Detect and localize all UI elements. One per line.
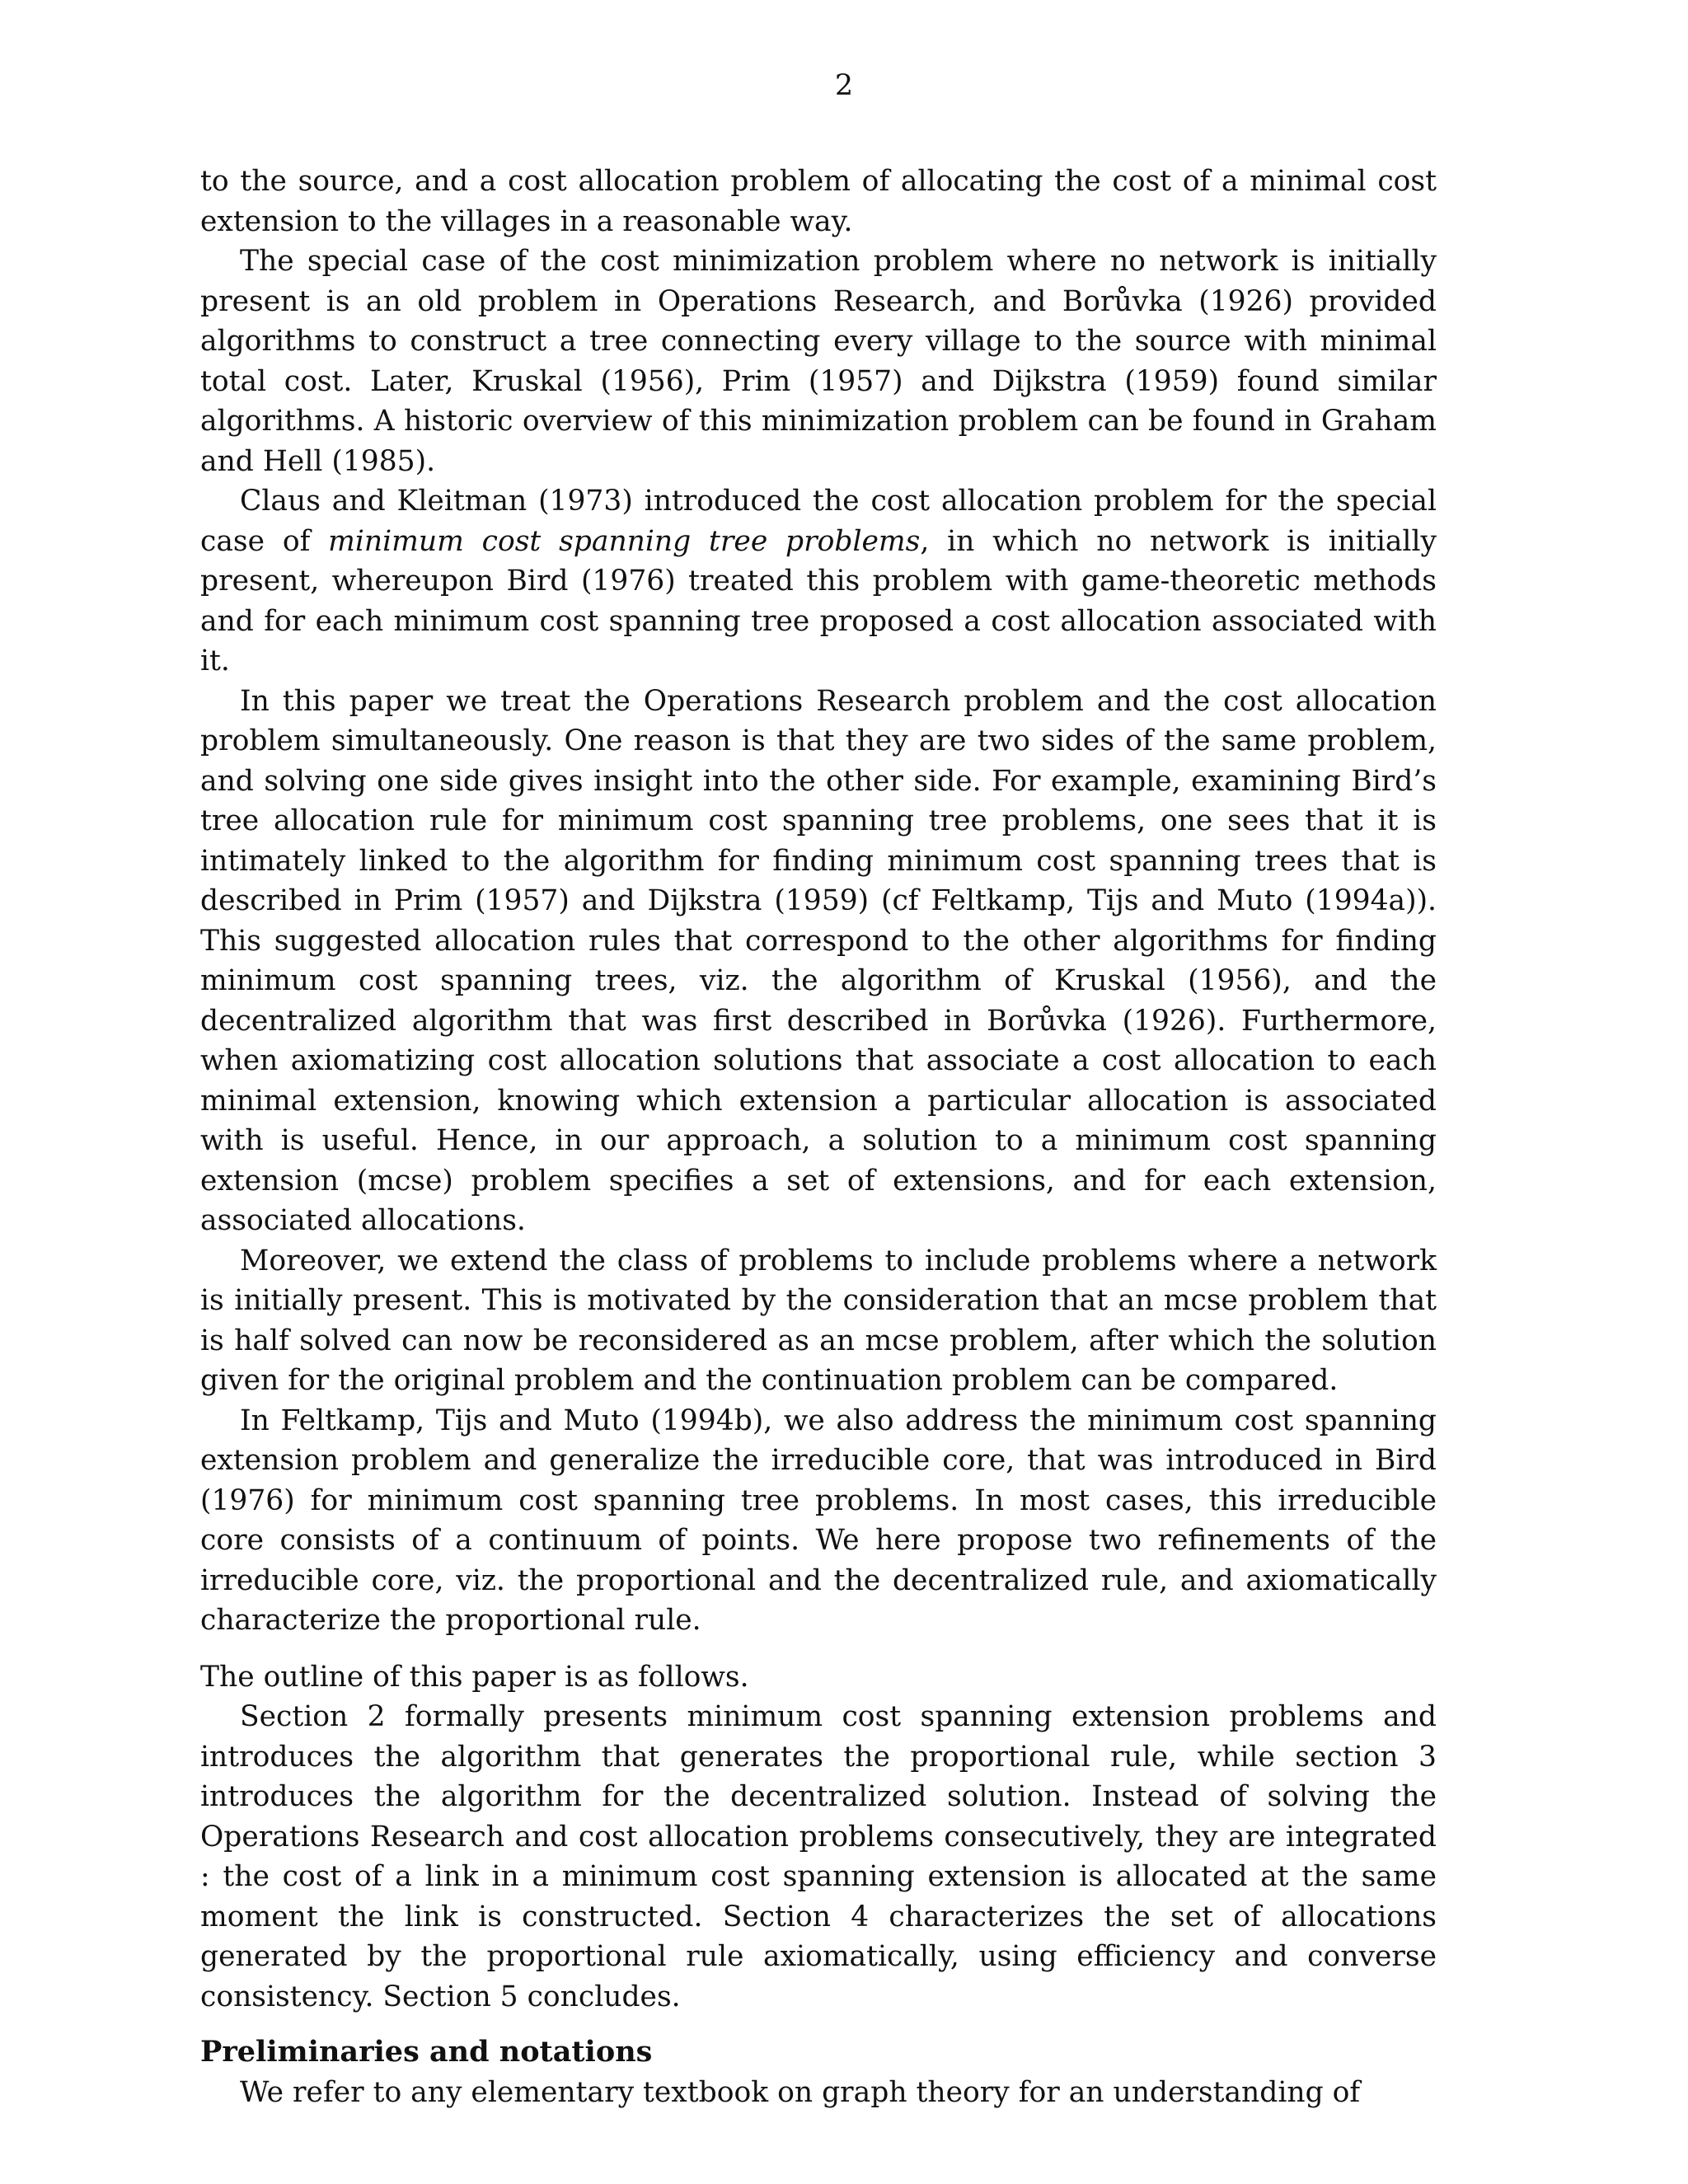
section-heading: Preliminaries and notations — [200, 2035, 653, 2069]
emphasis-mcst-problems: minimum cost spanning tree problems — [328, 524, 921, 558]
claus-text-after: , in which no network is initially present, whereupon Bird (1976) treated this problem with game-theoretic methods and for each minimum cost spanning tree proposed a cost allocation associated with it. — [200, 524, 1437, 677]
paragraph-approach: In this paper we treat the Operations Research problem and the cost allocation problem simultaneously. One reason is that they are two sides of the same problem, and solving one side gives insight into the other side. For example, examining Bird’s tree allocation rule for minimum cost spanning tree problems, one sees that it is intimately linked to the algorithm for finding minimum cost spanning trees that is described in Prim (1957) and Dijkstra (1959) (cf Feltkamp, Tijs and Muto (1994a)). This suggested allocation rules that correspond to the other algorithms for finding minimum cost spanning trees, viz. the algorithm of Kruskal (1956), and the decentralized algorithm that was first described in Borůvka (1926). Furthermore, when axiomatizing cost allocation solutions that associate a cost allocation to each minimal extension, knowing which extension a particular allocation is associated with is useful. Hence, in our approach, a solution to a minimum cost spanning extension (mcse) problem specifies a set of extensions, and for each extension, associated allocations. — [200, 684, 1437, 1237]
body-text — [200, 162, 1437, 2113]
paragraph-outline-intro: The outline of this paper is as follows. — [200, 1660, 749, 1694]
paragraph-extension-class: Moreover, we extend the class of problems to include problems where a network is initially present. This is motivated by the consideration that an mcse problem that is half solved can now be reconsidered as an mcse problem, after which the solution given for the original problem and the continuation problem can be compared. — [200, 1244, 1437, 1397]
claus-text-before: Claus and Kleitman (1973) introduced the cost allocation problem for the special case of — [200, 485, 1437, 558]
paragraph-outline-sections: Section 2 formally presents minimum cost spanning extension problems and introduces the algorithm that generates the proportional rule, while section 3 introduces the algorithm for the decentralized solution. Instead of solving the Operations Research and cost allocation problems consecutively, they are integrated : the cost of a link in a minimum cost spanning extension is allocated at the same moment the link is constructed. Section 4 characterizes the set of allocations generated by the proportional rule axiomatically, using efficiency and converse consistency. Section 5 concludes. — [200, 1700, 1437, 2013]
paragraph-claus-kleitman — [200, 481, 1437, 682]
page-number: 2 — [834, 69, 854, 102]
paragraph-preliminaries: We refer to any elementary textbook on graph theory for an understanding of — [240, 2076, 1361, 2109]
paragraph-intro-continuation: to the source, and a cost allocation problem of allocating the cost of a minimal cost extension to the villages in a reasonable way. — [200, 165, 1437, 238]
paragraph-historic-overview: The special case of the cost minimization problem where no network is initially present is an old problem in Operations Research, and Borůvka (1926) provided algorithms to construct a tree connecting every village to the source with minimal total cost. Later, Kruskal (1956), Prim (1957) and Dijkstra (1959) found similar algorithms. A historic overview of this minimization problem can be found in Graham and Hell (1985). — [200, 245, 1437, 478]
paragraph-irreducible-core: In Feltkamp, Tijs and Muto (1994b), we also address the minimum cost spanning extension problem and generalize the irreducible core, that was introduced in Bird (1976) for minimum cost spanning tree problems. In most cases, this irreducible core consists of a continuum of points. We here propose two refinements of the irreducible core, viz. the proportional and the decentralized rule, and axiomatically characterize the proportional rule. — [200, 1404, 1437, 1637]
